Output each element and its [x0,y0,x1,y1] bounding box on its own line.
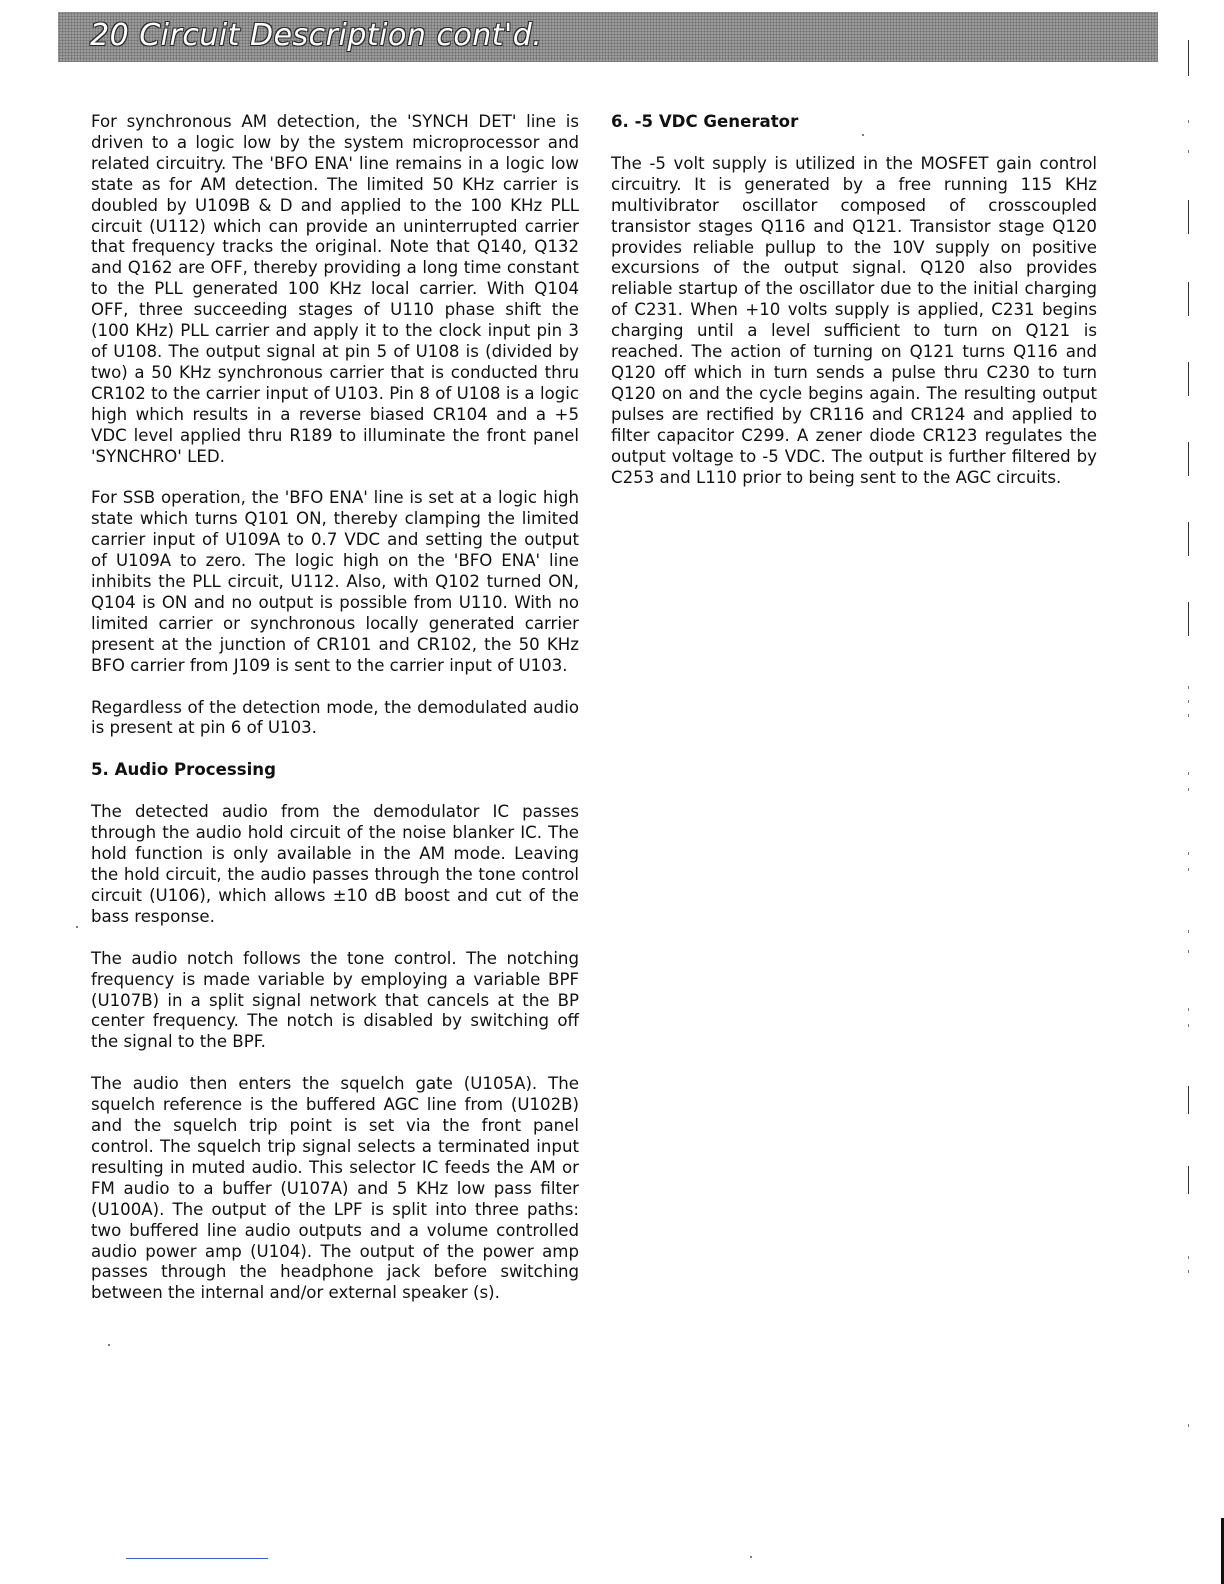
left-column [91,112,579,1325]
margin-mark [1188,200,1189,234]
margin-mark [1188,120,1189,123]
page-title: 20 Circuit Description cont'd. [90,18,543,53]
scan-speck [862,134,864,136]
margin-mark [1188,40,1189,76]
margin-mark [1188,1256,1189,1259]
margin-mark [1188,1024,1189,1027]
right-column [611,112,1097,509]
margin-mark [1188,1086,1189,1114]
margin-mark [1188,282,1189,316]
margin-mark [1188,772,1189,775]
margin-mark [1188,852,1189,855]
margin-mark [1188,1424,1189,1427]
margin-mark [1188,868,1189,871]
margin-mark [1188,700,1189,703]
margin-mark [1188,950,1189,953]
margin-mark [1188,686,1189,689]
paragraph-detected-audio: The detected audio from the demodulator IC passes through the audio hold circuit of the noise blanker IC. The hold function is only available in the AM mode. Leaving the hold circuit, the audio passes through the tone control circuit (U106), which allows ±10 dB boost and cut of the bass response. [91,802,579,926]
paragraph-squelch-gate: The audio then enters the squelch gate (U105A). The squelch reference is the buffered AGC line from (U102B) and the squelch trip point is set via the front panel control. The squelch trip signal selects a terminated input resulting in muted audio. This selector IC feeds the AM or FM audio to a buffer (U107A) and 5 KHz low pass filter (U100A). The output of the LPF is split into three paths: two buffered line audio outputs and a volume controlled audio power amp (U104). The output of the power amp passes through the headphone jack before switching between the internal and/or external speaker (s). [91,1074,579,1303]
blue-underline-mark [126,1558,268,1559]
margin-mark [1188,442,1189,476]
margin-mark [1188,1008,1189,1011]
paragraph-synch-am: For synchronous AM detection, the 'SYNCH DET' line is driven to a logic low by the system microprocessor and related circuitry. The 'BFO ENA' line remains in a logic low state as for AM detection. The limited 50 KHz carrier is doubled by U109B & D and applied to the 100 KHz PLL circuit (U112) which can provide an uninterrupted carrier that frequency tracks the original. Note that Q140, Q132 and Q162 are OFF, thereby providing a long time constant to the PLL generated 100 KHz local carrier. With Q104 OFF, three succeeding stages of U110 phase shift the (100 KHz) PLL carrier and apply it to the clock input pin 3 of U108. The output signal at pin 5 of U108 is (divided by two) a 50 KHz synchronous carrier that is conducted thru CR102 to the carrier input of U103. Pin 8 of U108 is a logic high which results in a reverse biased CR104 and a +5 VDC level applied thru R189 to illuminate the front panel 'SYNCHRO' LED. [91,112,579,466]
scan-speck [76,926,78,928]
margin-mark [1188,602,1189,636]
margin-mark [1188,362,1189,396]
margin-mark [1188,150,1189,153]
paragraph-ssb-operation: For SSB operation, the 'BFO ENA' line is set at a logic high state which turns Q101 ON, thereby clamping the limited carrier input of U109A to 0.7 VDC and setting the output of U109A to zero. The logic high on the 'BFO ENA' line inhibits the PLL circuit, U112. Also, with Q102 turned ON, Q104 is ON and no output is possible from U110. With no limited carrier or synchronous locally generated carrier present at the junction of CR101 and CR102, the 50 KHz BFO carrier from J109 is sent to the carrier input of U103. [91,488,579,675]
margin-mark [1188,522,1189,556]
section-heading-vdc-generator: 6. -5 VDC Generator [611,112,799,131]
margin-mark [1188,1166,1189,1194]
margin-mark [1188,1270,1189,1273]
header-banner [58,12,1158,62]
section-heading-audio-processing: 5. Audio Processing [91,760,276,780]
margin-mark [1188,788,1189,791]
scan-speck [750,1556,752,1558]
margin-mark [1188,930,1189,933]
paragraph-vdc-supply: The -5 volt supply is utilized in the MOSFET gain control circuitry. It is generated by a free running 115 KHz multivibrator oscillator composed of crosscoupled transistor stages Q116 and Q121. Transistor stage Q120 provides reliable pullup to the 10V supply on positive excursions of the output signal. Q120 also provides reliable startup of the oscillator due to the initial charging of C231. When +10 volts supply is applied, C231 begins charging until a level sufficient to turn on Q121 is reached. The action of turning on Q121 turns Q116 and Q120 off which in turn sends a pulse thru C230 to turn Q120 on and the cycle begins again. The resulting output pulses are rectified by CR116 and CR124 and applied to filter capacitor C299. A zener diode CR123 regulates the output voltage to -5 VDC. The output is further filtered by C253 and L110 prior to being sent to the AGC circuits. [611,153,1097,487]
margin-mark [1188,714,1189,717]
paragraph-detection-mode: Regardless of the detection mode, the demodulated audio is present at pin 6 of U103. [91,697,579,738]
scan-speck [108,1344,110,1346]
paragraph-audio-notch: The audio notch follows the tone control. The notching frequency is made variable by employing a variable BPF (U107B) in a split signal network that cancels at the BP center frequency. The notch is disabled by switching off the signal to the BPF. [91,948,579,1052]
